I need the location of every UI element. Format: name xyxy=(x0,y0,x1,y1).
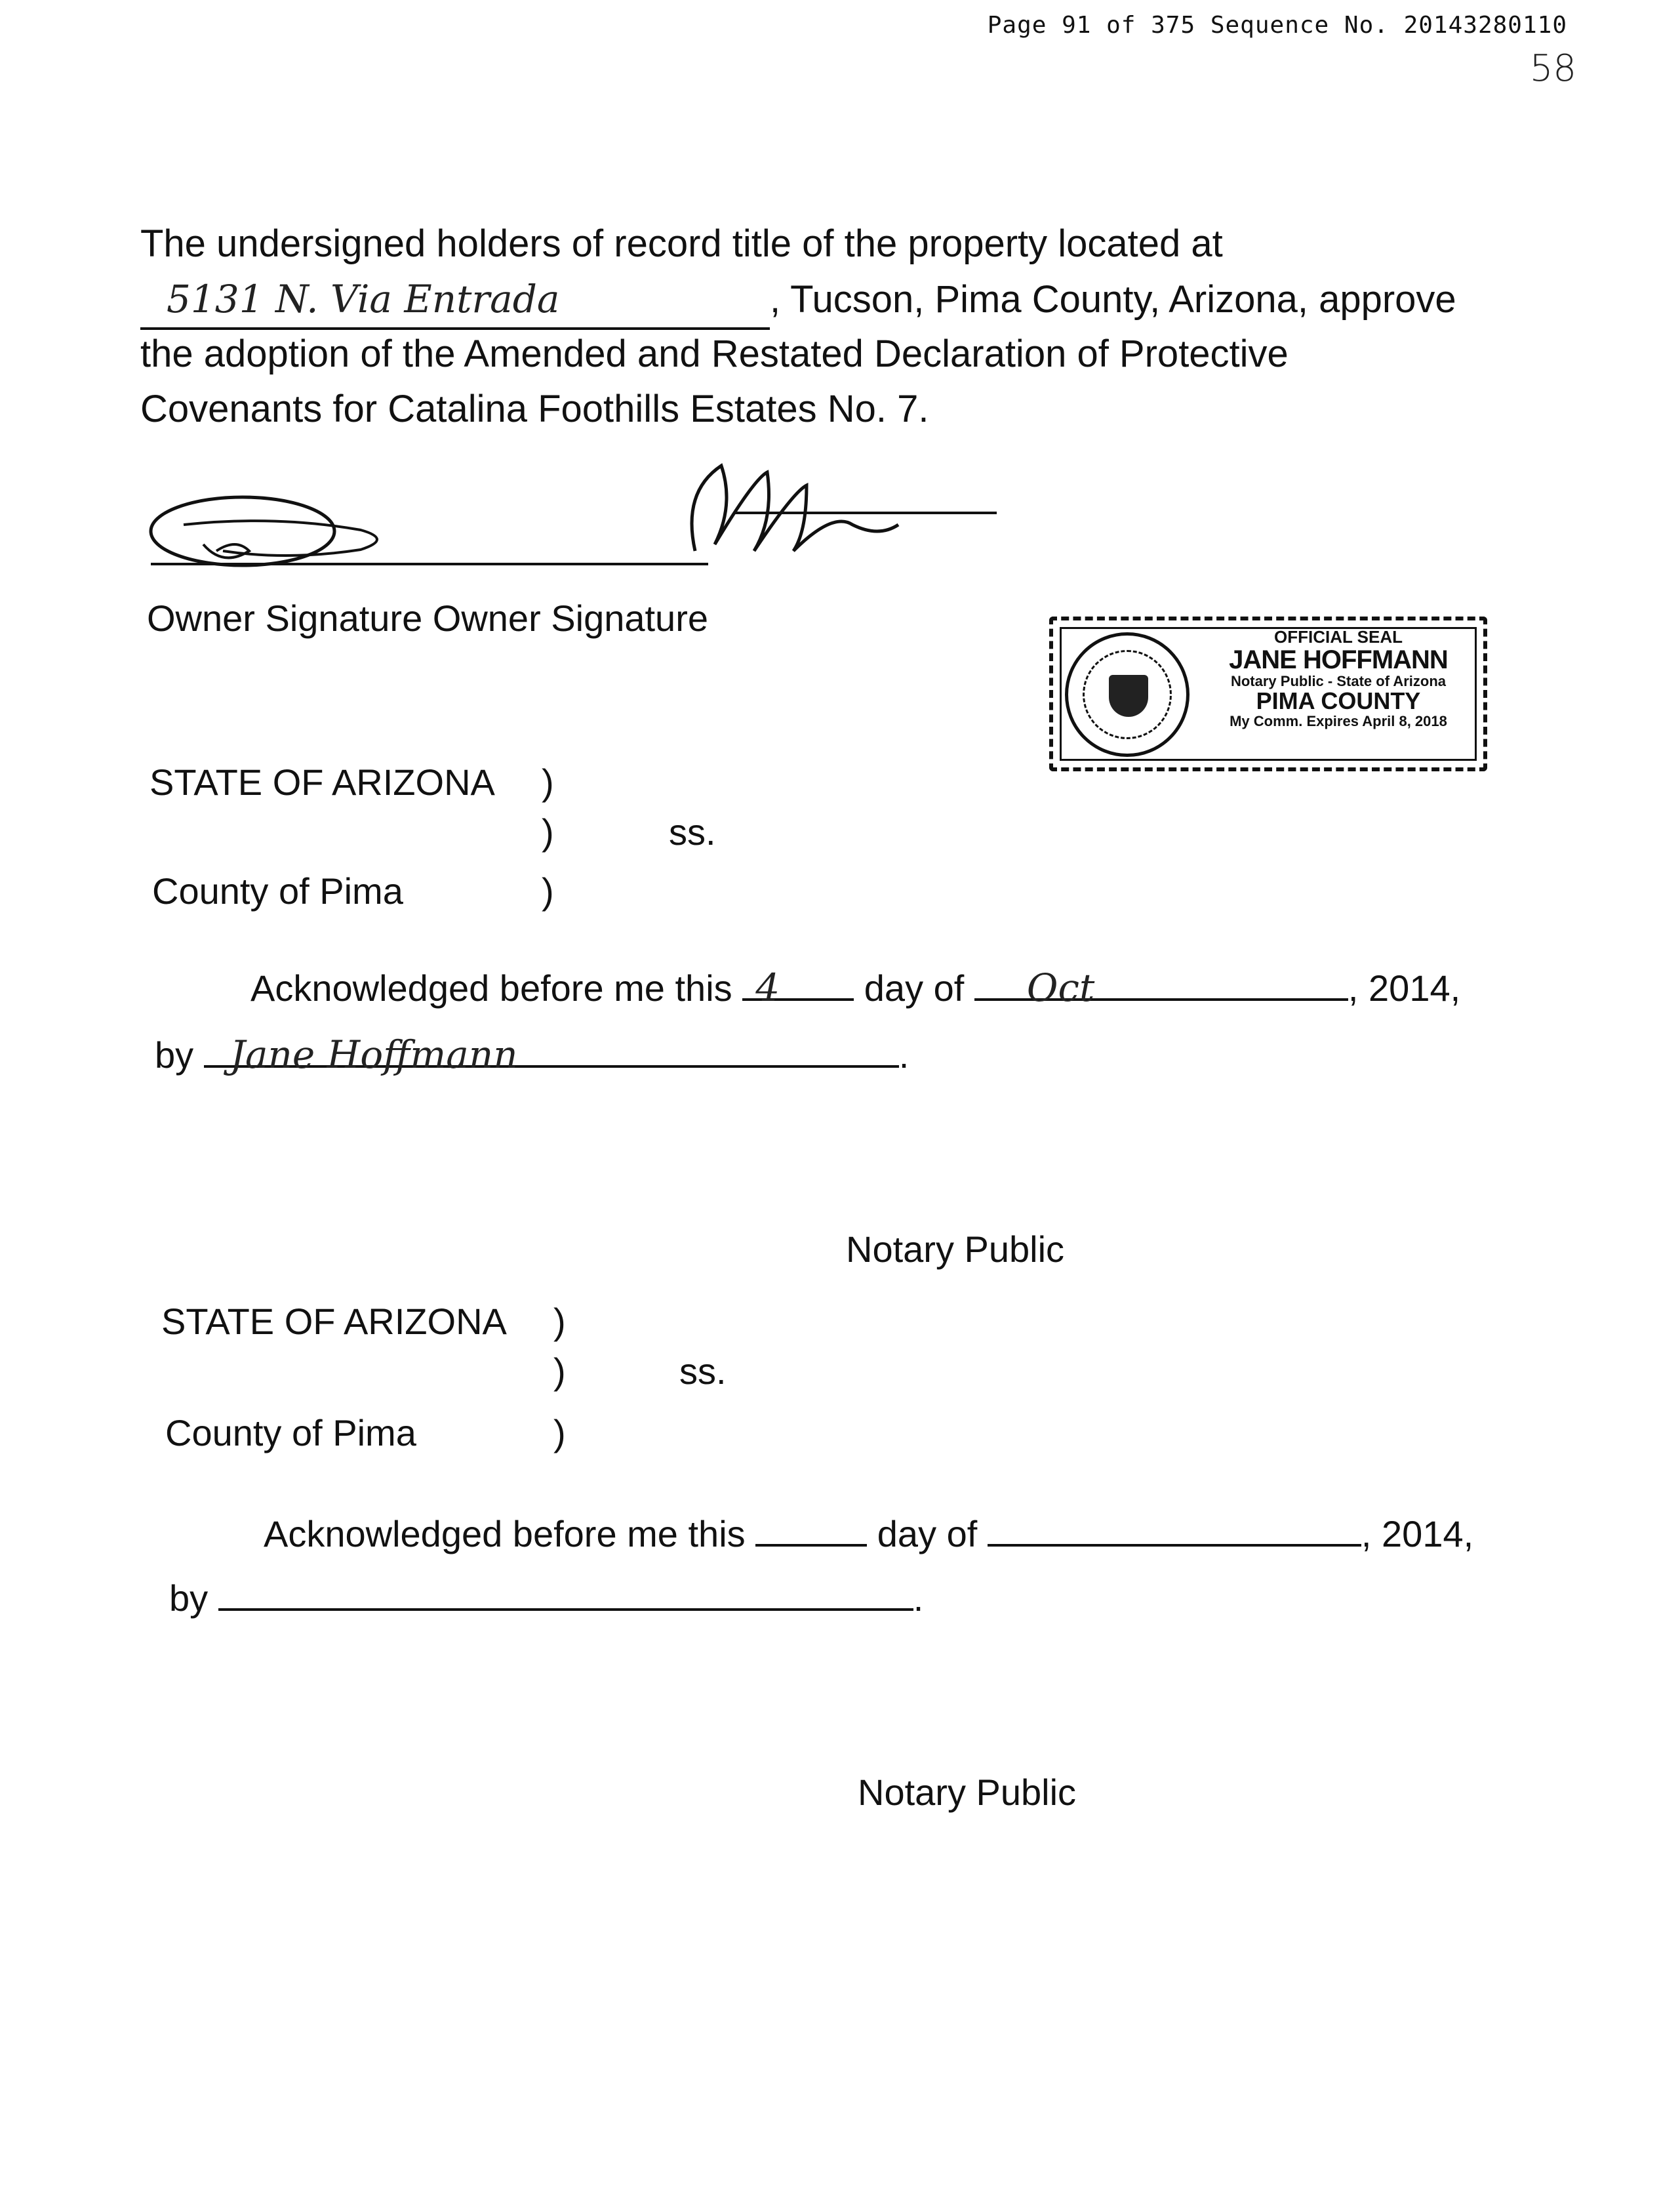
block1-day-of: day of xyxy=(864,967,965,1009)
block1-ack-prefix: Acknowledged before me this xyxy=(250,967,732,1009)
block1-by-line xyxy=(155,1032,909,1076)
notary-seal-stamp xyxy=(1049,617,1487,771)
declaration-line-2-text: , Tucson, Pima County, Arizona, approve xyxy=(770,278,1456,321)
signature-2-stroke xyxy=(692,466,898,551)
address-handwritten: 5131 N. Via Entrada xyxy=(167,277,560,321)
block1-notary-public: Notary Public xyxy=(846,1228,1065,1270)
seal-shield xyxy=(1109,675,1148,717)
declaration-line-4 xyxy=(140,382,1524,437)
block2-day-of: day of xyxy=(877,1513,978,1554)
seal-notary-state: Notary Public - State of Arizona xyxy=(1230,673,1446,690)
block2-ack-prefix: Acknowledged before me this xyxy=(264,1513,746,1554)
block1-county: County of Pima xyxy=(152,870,403,912)
seal-notary-name: JANE HOFFMANN xyxy=(1229,645,1448,675)
block1-paren-3: ) xyxy=(542,870,554,912)
declaration-line-2 xyxy=(140,272,1524,330)
declaration-line-3 xyxy=(140,327,1524,382)
block2-by-fill xyxy=(218,1575,913,1611)
block1-day-fill xyxy=(742,965,854,1010)
declaration-line-1-text: The undersigned holders of record title of the property located at xyxy=(140,222,1223,265)
block1-by-fill xyxy=(204,1032,899,1077)
block1-by-value: Jane Hoffmann xyxy=(230,1032,518,1077)
block2-period: . xyxy=(913,1577,924,1619)
block2-notary-public: Notary Public xyxy=(858,1772,1077,1813)
signature-1-stroke xyxy=(184,521,377,556)
declaration-line-3-text: the adoption of the Amended and Restated Declaration of Protective xyxy=(140,333,1289,375)
owner-signatures-graphic xyxy=(144,453,1010,590)
declaration-line-1 xyxy=(140,216,1524,272)
page-number: 58 xyxy=(1529,47,1576,90)
block1-ack-line xyxy=(250,965,1460,1009)
block1-paren-1: ) xyxy=(542,761,554,803)
block2-county: County of Pima xyxy=(165,1412,416,1453)
block1-state: STATE OF ARIZONA xyxy=(150,761,495,803)
block1-period: . xyxy=(898,1034,910,1076)
block1-year: , 2014, xyxy=(1348,967,1461,1009)
block2-year: , 2014, xyxy=(1361,1513,1474,1554)
declaration-line-4-text: Covenants for Catalina Foothills Estates No. 7. xyxy=(140,388,929,430)
block1-month-fill xyxy=(974,965,1348,1010)
block2-month-fill xyxy=(988,1511,1361,1547)
block1-day-value: 4 xyxy=(755,965,780,1010)
seal-expiry: My Comm. Expires April 8, 2018 xyxy=(1230,713,1447,730)
block2-day-fill xyxy=(755,1511,867,1547)
block2-by: by xyxy=(169,1577,209,1619)
block2-by-line xyxy=(169,1575,923,1619)
block1-by: by xyxy=(155,1034,194,1076)
sequence-header: Page 91 of 375 Sequence No. 20143280110 xyxy=(987,12,1567,39)
block1-month-value: Oct xyxy=(1026,965,1095,1010)
block2-paren-1: ) xyxy=(553,1301,566,1342)
block2-ss: ss. xyxy=(679,1350,727,1392)
owner-signature-label: Owner Signature Owner Signature xyxy=(147,598,708,639)
block1-ss: ss. xyxy=(669,811,716,853)
block2-paren-3: ) xyxy=(553,1412,566,1453)
block2-paren-2: ) xyxy=(553,1350,566,1392)
seal-official: OFFICIAL SEAL xyxy=(1274,627,1403,647)
block1-paren-2: ) xyxy=(542,811,554,853)
arizona-seal-icon xyxy=(1065,632,1190,757)
seal-text xyxy=(1201,628,1476,729)
block2-ack-line xyxy=(264,1511,1473,1555)
address-fill xyxy=(140,272,770,330)
block2-state: STATE OF ARIZONA xyxy=(161,1301,507,1342)
seal-county: PIMA COUNTY xyxy=(1256,687,1421,715)
